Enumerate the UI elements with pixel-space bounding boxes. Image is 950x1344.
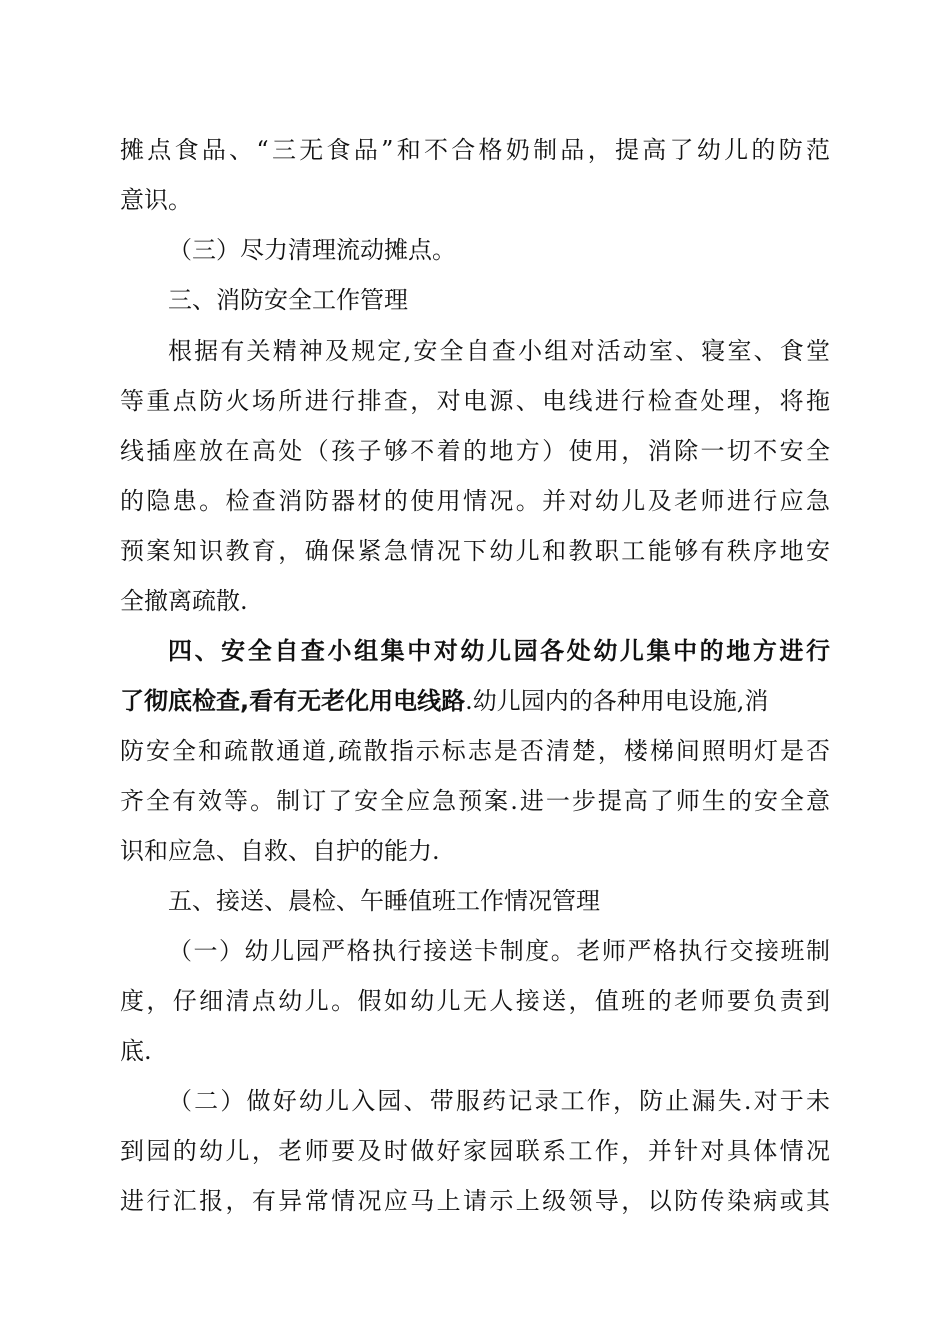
paragraph-text: .幼儿园内的各种用电设施,消 — [465, 687, 769, 715]
paragraph-line: 底. — [120, 1037, 152, 1065]
section-heading-continuation: 了彻底检查,看有无老化用电线路 — [120, 687, 466, 715]
paragraph-line: 摊点食品、“三无食品”和不合格奶制品，提高了幼儿的防范 — [120, 136, 830, 164]
paragraph-line: 齐全有效等。制订了安全应急预案.进一步提高了师生的安全意 — [120, 787, 830, 815]
paragraph-line: 到园的幼儿，老师要及时做好家园联系工作，并针对具体情况 — [120, 1137, 830, 1165]
paragraph-line: 的隐患。检查消防器材的使用情况。并对幼儿及老师进行应急 — [120, 487, 830, 515]
paragraph-line: 预案知识教育，确保紧急情况下幼儿和教职工能够有秩序地安 — [120, 537, 830, 565]
paragraph-line: 全撤离疏散. — [120, 587, 248, 615]
paragraph-line: 线插座放在高处（孩子够不着的地方）使用，消除一切不安全 — [120, 437, 830, 465]
subsection-heading: （三）尽力清理流动摊点。 — [168, 236, 456, 264]
section-heading: 三、消防安全工作管理 — [168, 286, 408, 314]
paragraph-line: 根据有关精神及规定,安全自查小组对活动室、寝室、食堂 — [168, 337, 830, 365]
paragraph-line: 进行汇报，有异常情况应马上请示上级领导，以防传染病或其 — [120, 1187, 830, 1215]
paragraph-line: （一）幼儿园严格执行接送卡制度。老师严格执行交接班制 — [168, 937, 830, 965]
paragraph-line: 防安全和疏散通道,疏散指示标志是否清楚，楼梯间照明灯是否 — [120, 737, 830, 765]
section-heading: 五、接送、晨检、午睡值班工作情况管理 — [168, 887, 600, 915]
paragraph-line: 等重点防火场所进行排查，对电源、电线进行检查处理，将拖 — [120, 387, 830, 415]
paragraph-line: （二）做好幼儿入园、带服药记录工作，防止漏失.对于未 — [168, 1087, 830, 1115]
paragraph-line: 意识。 — [120, 186, 192, 214]
paragraph-line: 识和应急、自救、自护的能力. — [120, 837, 440, 865]
paragraph-line: 度，仔细清点幼儿。假如幼儿无人接送，值班的老师要负责到 — [120, 987, 830, 1015]
paragraph-line — [120, 683, 830, 719]
section-heading: 四、安全自查小组集中对幼儿园各处幼儿集中的地方进行 — [168, 637, 830, 665]
